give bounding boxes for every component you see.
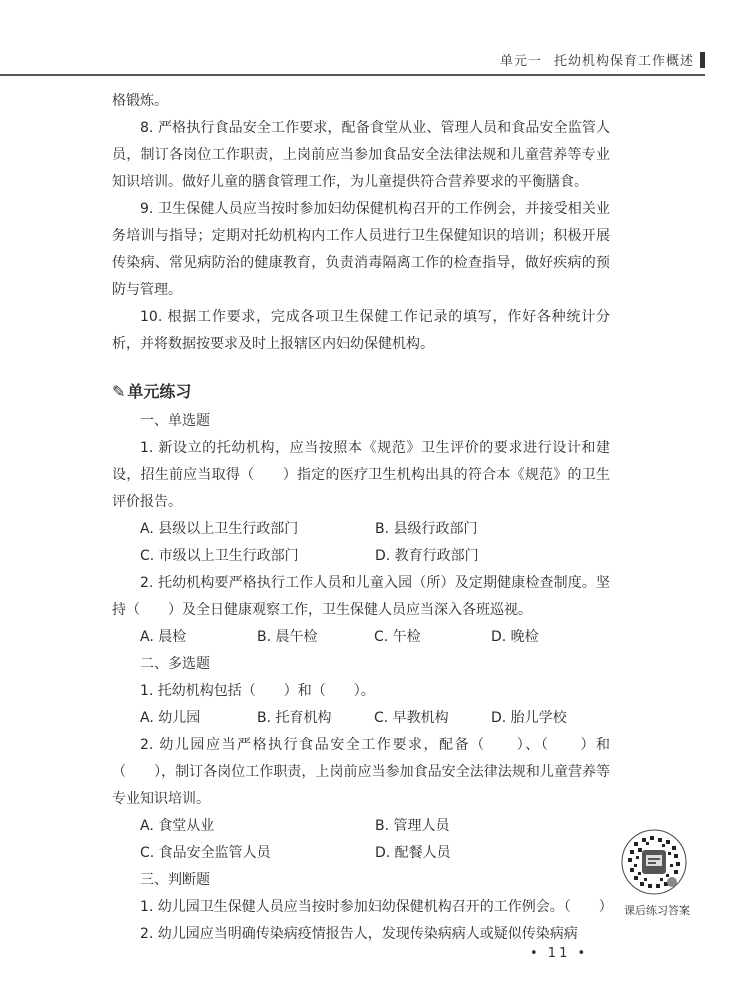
header-bar bbox=[700, 52, 705, 68]
option: C. 午检 bbox=[374, 629, 421, 645]
paragraph-continuation: 格锻炼。 bbox=[112, 93, 168, 109]
header-rule bbox=[0, 74, 705, 76]
page-content bbox=[112, 88, 613, 948]
pencil-icon: ✎ bbox=[112, 382, 126, 401]
option: C. 市级以上卫生行政部门 bbox=[140, 548, 299, 564]
single-q1: 1. 新设立的托幼机构，应当按照本《规范》卫生评价的要求进行设计和建设，招生前应当取得（ ）指定的医疗卫生机构出具的符合本《规范》的卫生评价报告。 bbox=[112, 440, 610, 510]
qr-label: 课后练习答案 bbox=[624, 904, 690, 917]
header-title: 托幼机构保育工作概述 bbox=[553, 54, 694, 69]
exercise-section-title bbox=[112, 378, 610, 406]
option: D. 教育行政部门 bbox=[375, 548, 479, 564]
single-q1-options-row1 bbox=[112, 516, 610, 543]
option: C. 食品安全监管人员 bbox=[140, 845, 271, 861]
option: D. 胎儿学校 bbox=[491, 710, 567, 726]
paragraph-item-9: 9. 卫生保健人员应当按时参加妇幼保健机构召开的工作例会，并接受相关业务培训与指导；定期对托幼机构内工作人员进行卫生保健知识的培训；积极开展传染病、常见病防治的健康教育，负责消毒隔离工作的检查指导，做好疾病的预防与管理。 bbox=[112, 201, 610, 298]
single-q1-options-row2 bbox=[112, 543, 610, 570]
judge-q2: 2. 幼儿园应当明确传染病疫情报告人，发现传染病病人或疑似传染病病 bbox=[140, 926, 578, 942]
option: A. 幼儿园 bbox=[140, 710, 201, 726]
option: A. 晨检 bbox=[140, 629, 187, 645]
multiple-q2: 2. 幼儿园应当严格执行食品安全工作要求，配备（ ）、（ ）和（ ），制订各岗位工作职责，上岗前应当参加食品安全法律法规和儿童营养等专业知识培训。 bbox=[112, 737, 610, 807]
single-q2-options bbox=[112, 624, 610, 651]
multiple-choice-heading: 二、多选题 bbox=[140, 656, 210, 672]
multiple-q1: 1. 托幼机构包括（ ）和（ ）。 bbox=[140, 683, 375, 699]
option: B. 管理人员 bbox=[375, 818, 450, 834]
single-choice-heading: 一、单选题 bbox=[140, 413, 210, 429]
option: B. 县级行政部门 bbox=[375, 521, 478, 537]
multiple-q2-options-row1 bbox=[112, 813, 610, 840]
paragraph-item-10: 10. 根据工作要求，完成各项卫生保健工作记录的填写，作好各种统计分析，并将数据按要求及时上报辖区内妇幼保健机构。 bbox=[112, 309, 610, 352]
option: D. 晚检 bbox=[491, 629, 539, 645]
option: A. 食堂从业 bbox=[140, 818, 215, 834]
option: C. 早教机构 bbox=[374, 710, 449, 726]
running-header bbox=[500, 50, 705, 69]
paragraph-item-8: 8. 严格执行食品安全工作要求，配备食堂从业、管理人员和食品安全监管人员，制订各岗位工作职责，上岗前应当参加食品安全法律法规和儿童营养等专业知识培训。做好儿童的膳食管理工作，为儿童提供符合营养要求的平衡膳食。 bbox=[112, 120, 610, 190]
option: D. 配餐人员 bbox=[375, 845, 451, 861]
option: B. 晨午检 bbox=[257, 629, 318, 645]
qr-code-icon[interactable] bbox=[620, 828, 688, 896]
header-unit: 单元一 bbox=[499, 54, 542, 69]
multiple-q1-options bbox=[112, 705, 610, 732]
option: A. 县级以上卫生行政部门 bbox=[140, 521, 299, 537]
exercise-title-text: 单元练习 bbox=[127, 382, 192, 401]
single-q2: 2. 托幼机构要严格执行工作人员和儿童入园（所）及定期健康检查制度。坚持（ ）及全日健康观察工作，卫生保健人员应当深入各班巡视。 bbox=[112, 575, 610, 618]
option: B. 托育机构 bbox=[257, 710, 332, 726]
judge-q1: 1. 幼儿园卫生保健人员应当按时参加妇幼保健机构召开的工作例会。（ ） bbox=[140, 899, 613, 915]
page-number: • 11 • bbox=[530, 946, 589, 961]
judge-heading: 三、判断题 bbox=[140, 872, 210, 888]
multiple-q2-options-row2 bbox=[112, 840, 610, 867]
